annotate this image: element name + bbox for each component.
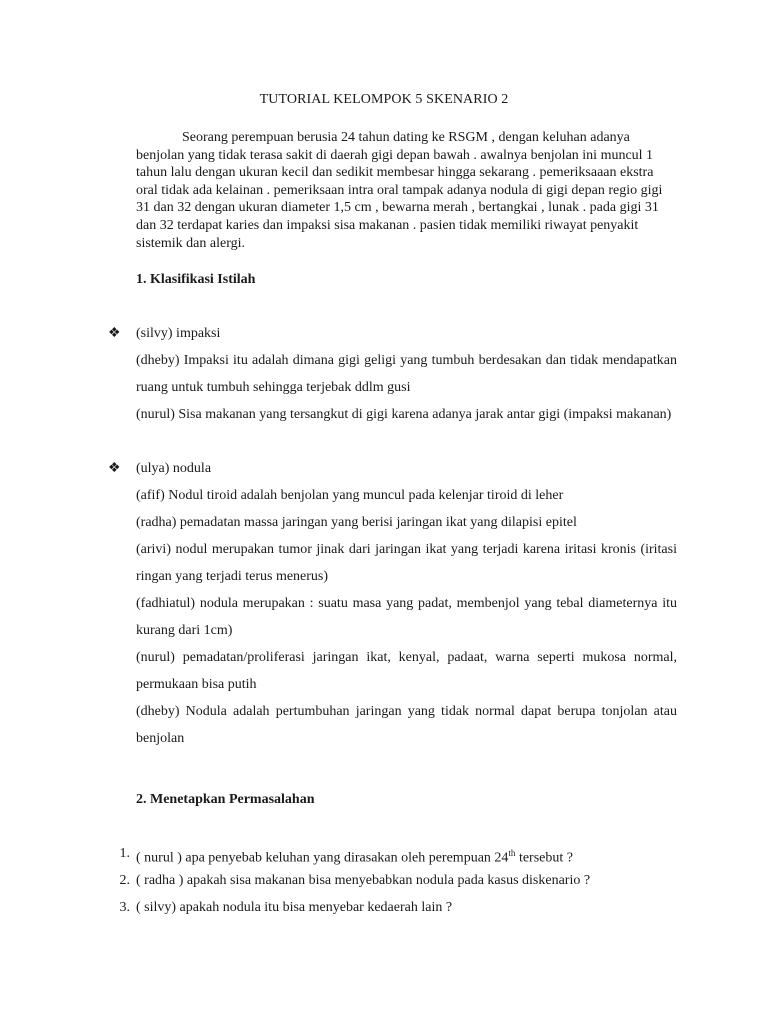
question-number: 1. — [119, 846, 130, 861]
question-number: 2. — [119, 873, 130, 888]
superscript: th — [508, 848, 516, 858]
question-item: ( nurul ) apa penyebab keluhan yang dirasakan oleh perempuan 24th tersebut ? — [136, 848, 573, 866]
intro-text: Seorang perempuan berusia 24 tahun dating ke RSGM , dengan keluhan adanya benjolan yang tidak terasa sakit di daerah gigi depan bawah . awalnya benjolan ini muncul 1 tahun lalu dengan ukuran kecil dan sedikit membesar hingga sekarang . pemeriksaaan ekstra oral tidak ada kelainan . pemeriksaan intra oral tampak adanya nodula di gigi depan regio gigi 31 dan 32 dengan ukuran diameter 1,5 cm , bewarna merah , bertangkai , lunak . pada gigi 31 dan 32 terdapat karies dan impaksi sisa makanan . pasien tidak memiliki riwayat penyakit sistemik dan alergi. — [136, 130, 663, 251]
definition-item: (arivi) nodul merupakan tumor jinak dari jaringan ikat yang terjadi karena iritasi kronis (iritasi ringan yang terjadi terus menerus) — [136, 542, 677, 584]
definition-item: (nurul) Sisa makanan yang tersangkut di gigi karena adanya jarak antar gigi (impaksi makanan) — [136, 407, 672, 422]
definition-item: (dheby) Impaksi itu adalah dimana gigi geligi yang tumbuh berdesakan dan tidak mendapatkan ruang untuk tumbuh sehingga terjebak ddlm gusi — [136, 353, 677, 395]
question-item: ( radha ) apakah sisa makanan bisa menyebabkan nodula pada kasus diskenario ? — [136, 873, 591, 888]
section1-heading: 1. Klasifikasi Istilah — [136, 272, 256, 287]
term-nodula: (ulya) nodula — [136, 461, 212, 476]
intro-paragraph — [136, 129, 676, 252]
definition-item: (nurul) pemadatan/proliferasi jaringan ikat, kenyal, padaat, warna seperti mukosa normal, permukaan bisa putih — [136, 650, 677, 692]
term-impaksi: (silvy) impaksi — [136, 326, 221, 341]
question-number: 3. — [119, 900, 130, 915]
question-item: ( silvy) apakah nodula itu bisa menyebar kedaerah lain ? — [136, 900, 453, 915]
definition-item: (dheby) Nodula adalah pertumbuhan jaringan yang tidak normal dapat berupa tonjolan atau benjolan — [136, 704, 677, 746]
section2-heading: 2. Menetapkan Permasalahan — [136, 792, 315, 807]
definition-item: (radha) pemadatan massa jaringan yang berisi jaringan ikat yang dilapisi epitel — [136, 515, 577, 530]
document-title: TUTORIAL KELOMPOK 5 SKENARIO 2 — [259, 92, 509, 107]
definition-item: (afif) Nodul tiroid adalah benjolan yang muncul pada kelenjar tiroid di leher — [136, 488, 564, 503]
diamond-bullet-icon: ❖ — [108, 326, 121, 341]
diamond-bullet-icon: ❖ — [108, 461, 121, 476]
definition-item: (fadhiatul) nodula merupakan : suatu masa yang padat, membenjol yang tebal diameternya itu kurang dari 1cm) — [136, 596, 677, 638]
